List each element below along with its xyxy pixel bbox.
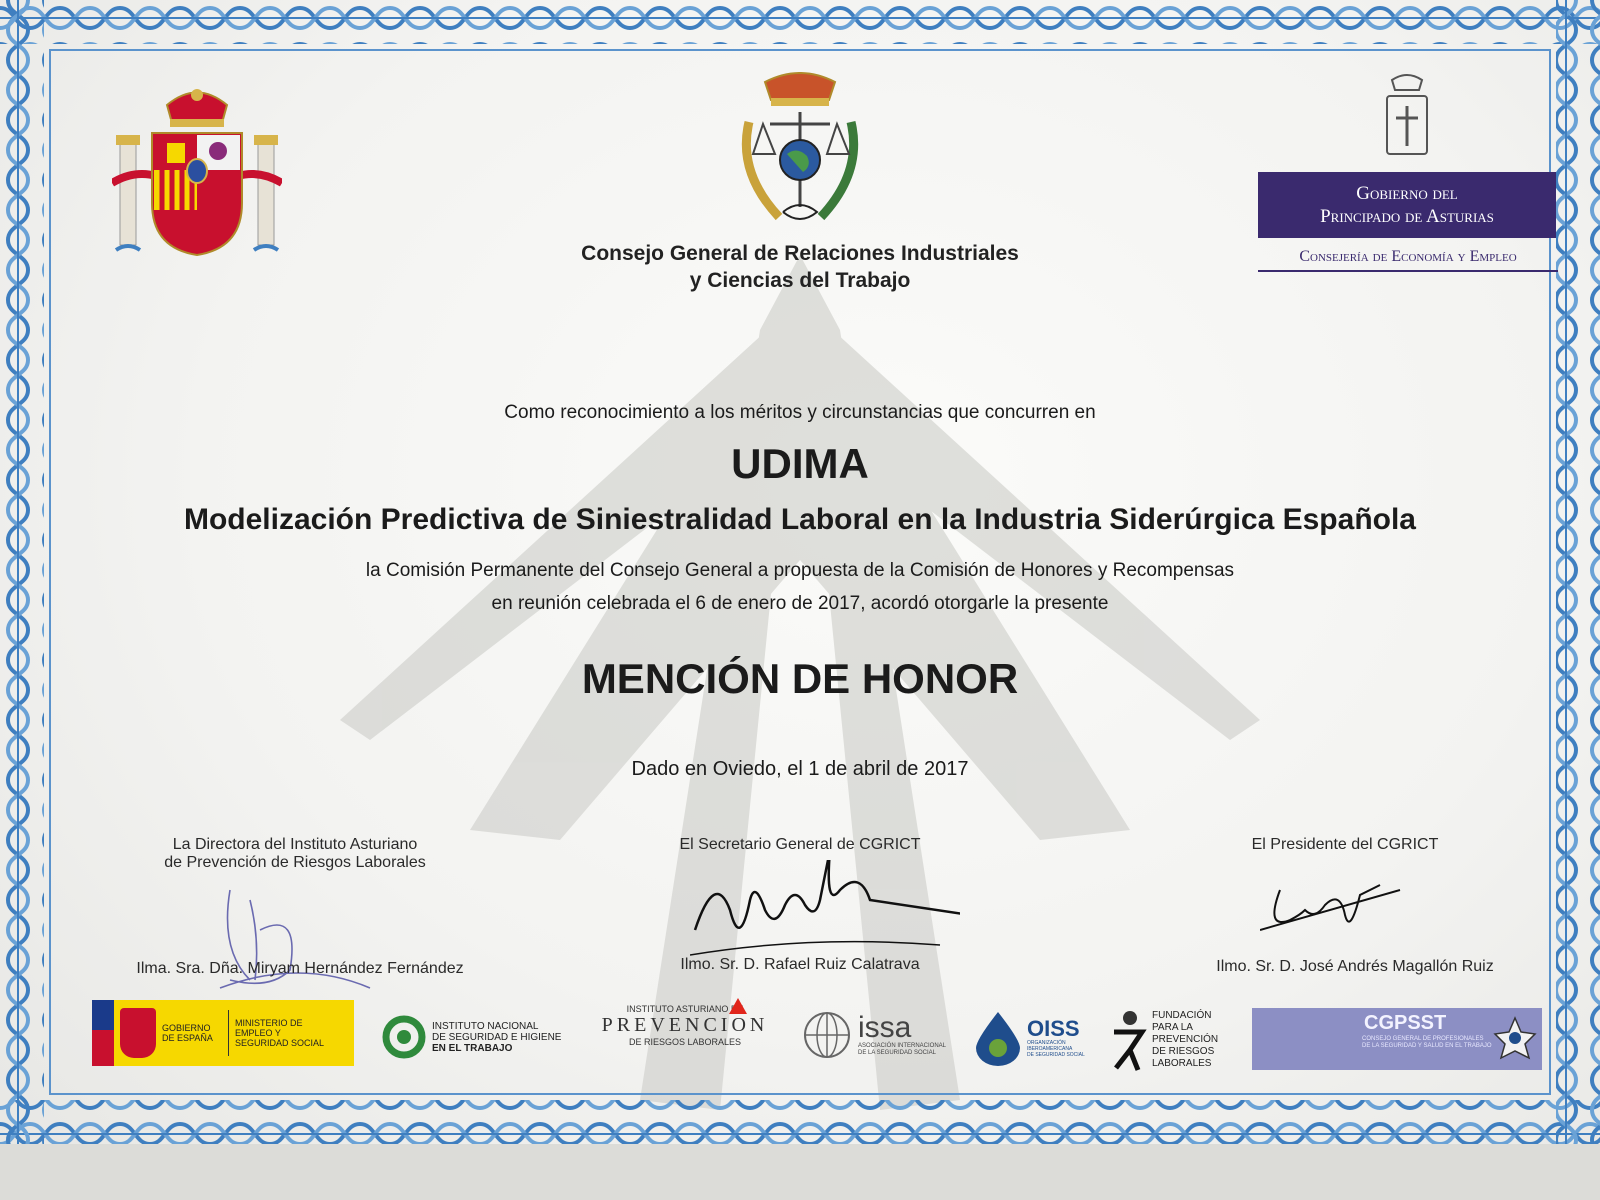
gob-espana-text: GOBIERNO DE ESPAÑA — [162, 1023, 213, 1043]
asturias-shield-icon — [1382, 72, 1432, 162]
iaprl-top: INSTITUTO ASTURIANO DE — [626, 1004, 744, 1014]
asturias-line1: Gobierno del — [1356, 183, 1458, 204]
globe-icon — [800, 1008, 854, 1062]
oiss-sub2: IBEROAMERICANA — [1027, 1046, 1073, 1052]
insht-line3: EN EL TRABAJO — [432, 1042, 513, 1054]
signature-directora-image — [200, 870, 380, 1000]
place-date: Dado en Oviedo, el 1 de abril de 2017 — [631, 758, 969, 780]
signature-secretario-image — [690, 860, 960, 960]
cgpsst-sub1: CONSEJO GENERAL DE PROFESIONALES — [1362, 1036, 1484, 1042]
spain-emblem-icon — [120, 1008, 156, 1058]
fund-line2: PARA LA — [1152, 1022, 1193, 1033]
oiss-sub3: DE SEGURIDAD SOCIAL — [1027, 1052, 1085, 1058]
fundacion-figure-icon — [1108, 1010, 1150, 1072]
signer1-name: Ilma. Sra. Dña. Miryam Hernández Fernández — [136, 960, 464, 977]
logo-fundacion-prl — [1108, 1010, 1226, 1082]
oiss-main: OISS — [1027, 1016, 1080, 1041]
asturias-ministry: Consejería de Economía y Empleo — [1258, 248, 1558, 272]
recipient-name: UDIMA — [731, 440, 869, 487]
cgpsst-main: CGPSST — [1364, 1012, 1447, 1034]
signature-block-directora — [120, 836, 470, 872]
logo-cgpsst — [1252, 1008, 1542, 1070]
logo-gobierno-espana — [92, 1000, 354, 1066]
cgpsst-emblem-icon — [1492, 1014, 1538, 1064]
cgrict-emblem-icon — [735, 72, 865, 232]
signer2-role: El Secretario General de CGRICT — [679, 836, 921, 853]
fund-line3: PREVENCIÓN — [1152, 1034, 1219, 1045]
signer3-role: El Presidente del CGRICT — [1251, 836, 1439, 853]
issa-sub1: ASOCIACIÓN INTERNACIONAL — [858, 1043, 947, 1049]
fund-line5: LABORALES — [1152, 1058, 1212, 1069]
asturias-line2: Principado de Asturias — [1320, 206, 1494, 227]
fund-line4: DE RIESGOS — [1152, 1046, 1215, 1057]
intro-text: Como reconocimiento a los méritos y circunstancias que concurren en — [504, 402, 1096, 423]
oiss-sub1: ORGANIZACIÓN — [1027, 1040, 1066, 1046]
logo-oiss — [972, 1008, 1090, 1068]
logo-insht — [382, 1012, 582, 1062]
issa-sub2: DE LA SEGURIDAD SOCIAL — [858, 1050, 937, 1056]
iaprl-bottom: DE RIESGOS LABORALES — [628, 1037, 742, 1047]
commission-line2: en reunión celebrada el 6 de enero de 2017, acordó otorgarle la presente — [491, 593, 1109, 614]
signer2-name: Ilmo. Sr. D. Rafael Ruiz Calatrava — [680, 956, 920, 973]
fund-line1: FUNDACIÓN — [1152, 1010, 1212, 1021]
center-org-line1: Consejo General de Relaciones Industriales — [581, 242, 1019, 265]
insht-ring-icon — [382, 1015, 426, 1059]
iaprl-main: PREVENCION — [601, 1014, 769, 1036]
logo-issa — [800, 1006, 960, 1064]
spain-coat-of-arms-icon — [112, 85, 282, 265]
insht-line2: DE SEGURIDAD E HIGIENE — [432, 1031, 562, 1043]
cgpsst-sub2: DE LA SEGURIDAD Y SALUD EN EL TRABAJO — [1362, 1043, 1492, 1049]
center-org-line2: y Ciencias del Trabajo — [689, 269, 911, 292]
insht-text — [432, 1021, 561, 1054]
asturias-government-label — [1258, 172, 1556, 238]
issa-main: issa — [858, 1011, 912, 1044]
signer1-role-line1: La Directora del Instituto Asturiano — [172, 836, 418, 853]
award-title: MENCIÓN DE HONOR — [581, 655, 1019, 702]
commission-line1: la Comisión Permanente del Consejo General a propuesta de la Comisión de Honores y Recompensas — [365, 560, 1235, 581]
signer3-name: Ilmo. Sr. D. José Andrés Magallón Ruiz — [1216, 958, 1494, 975]
signature-presidente-image — [1260, 870, 1410, 950]
project-title: Modelización Predictiva de Siniestralidad Laboral en la Industria Siderúrgica Española — [183, 503, 1416, 536]
signer1-role-line2: de Prevención de Riesgos Laborales — [164, 854, 426, 871]
warning-triangle-icon — [729, 998, 747, 1014]
eu-flag-icon — [92, 1000, 114, 1066]
oiss-drop-icon — [972, 1010, 1024, 1066]
insht-line1: INSTITUTO NACIONAL — [432, 1020, 539, 1032]
logo-iaprl — [594, 1004, 776, 1064]
ministerio-text: MINISTERIO DE EMPLEO Y SEGURIDAD SOCIAL — [235, 1018, 325, 1048]
